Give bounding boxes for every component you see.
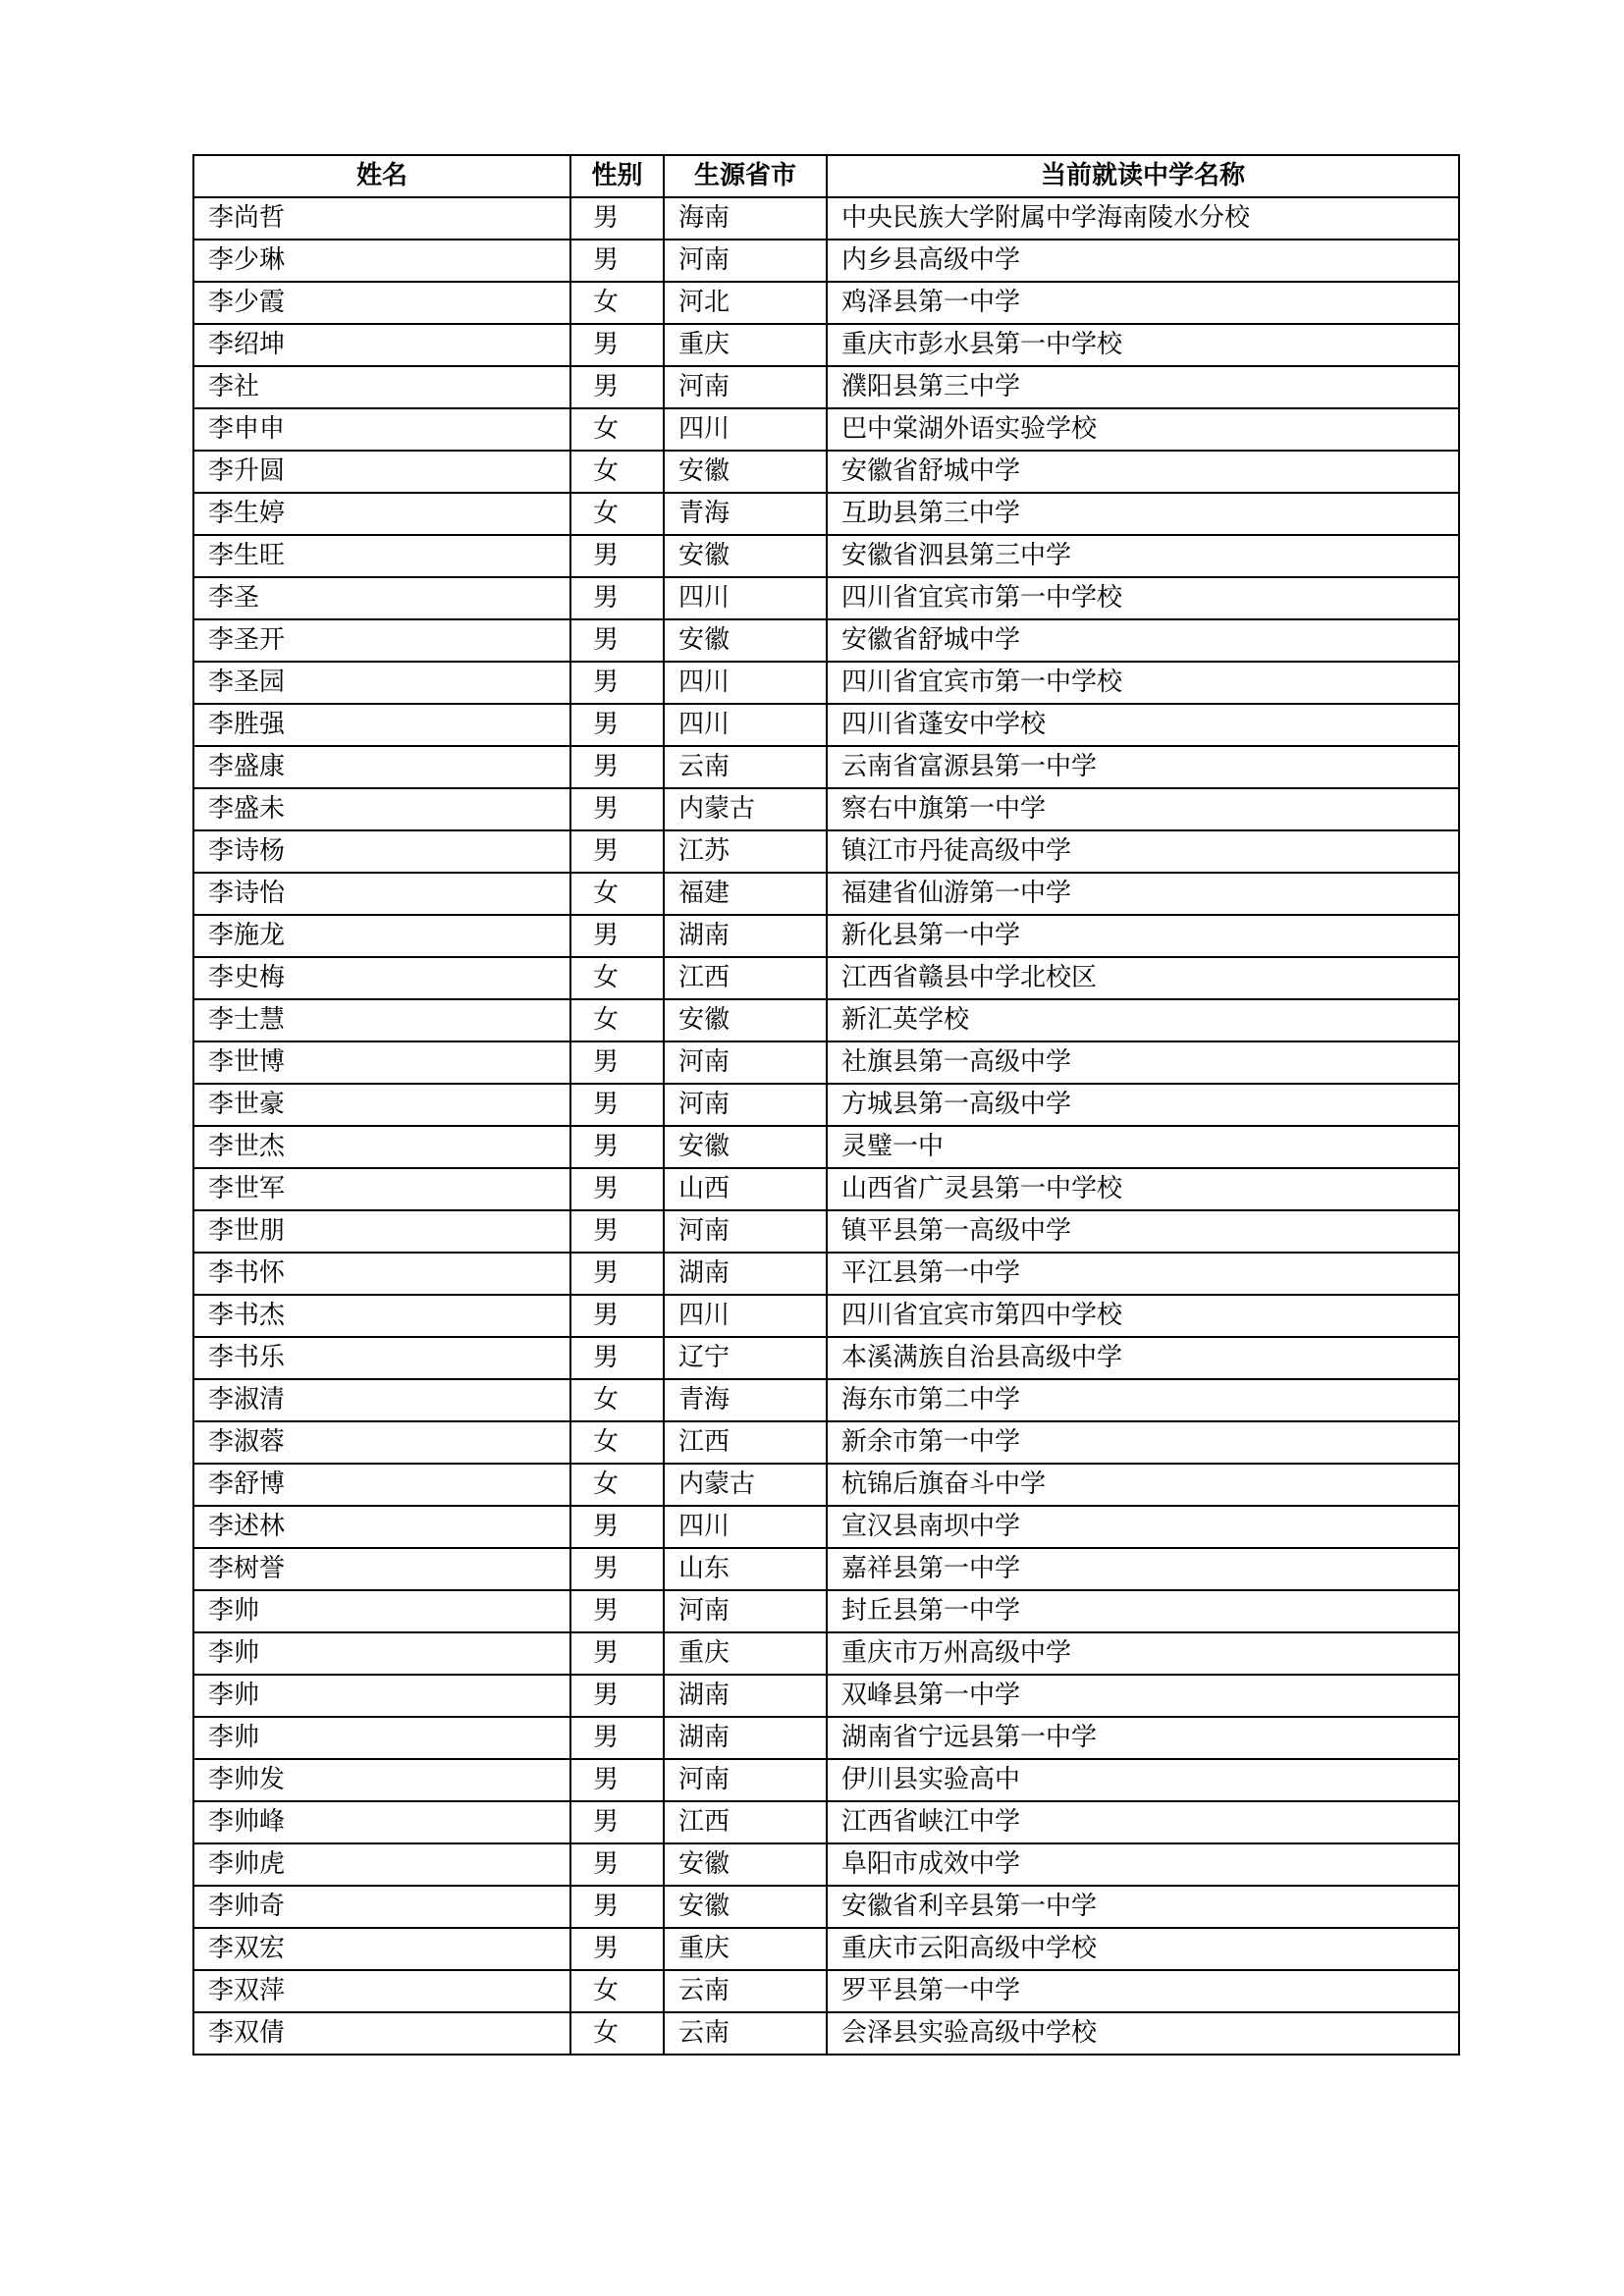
cell-school: 伊川县实验高中 [827, 1759, 1459, 1801]
cell-gender: 男 [570, 1337, 664, 1379]
cell-province: 河南 [664, 1759, 827, 1801]
cell-gender: 男 [570, 1886, 664, 1928]
cell-name: 李舒博 [193, 1464, 570, 1506]
cell-name: 李书乐 [193, 1337, 570, 1379]
cell-name: 李帅 [193, 1590, 570, 1632]
cell-province: 四川 [664, 662, 827, 704]
table-row [193, 1632, 1459, 1675]
cell-gender: 男 [570, 830, 664, 873]
cell-school: 四川省宜宾市第一中学校 [827, 662, 1459, 704]
cell-name: 李书怀 [193, 1253, 570, 1295]
cell-name: 李圣园 [193, 662, 570, 704]
cell-name: 李诗怡 [193, 873, 570, 915]
table-row [193, 788, 1459, 830]
cell-name: 李社 [193, 366, 570, 408]
table-row [193, 408, 1459, 451]
table-row [193, 619, 1459, 662]
table-row [193, 1717, 1459, 1759]
student-roster-table [192, 154, 1460, 2056]
cell-gender: 男 [570, 577, 664, 619]
cell-name: 李史梅 [193, 957, 570, 999]
cell-name: 李圣 [193, 577, 570, 619]
cell-school: 灵璧一中 [827, 1126, 1459, 1168]
cell-name: 李圣开 [193, 619, 570, 662]
cell-gender: 女 [570, 1379, 664, 1421]
cell-gender: 男 [570, 1126, 664, 1168]
cell-province: 辽宁 [664, 1337, 827, 1379]
table-row [193, 1759, 1459, 1801]
table-row [193, 493, 1459, 535]
cell-gender: 男 [570, 1843, 664, 1886]
cell-province: 河北 [664, 282, 827, 324]
cell-school: 安徽省舒城中学 [827, 451, 1459, 493]
cell-province: 内蒙古 [664, 788, 827, 830]
cell-province: 河南 [664, 1590, 827, 1632]
table-row [193, 1801, 1459, 1843]
cell-name: 李尚哲 [193, 197, 570, 240]
table-row [193, 1886, 1459, 1928]
cell-province: 四川 [664, 408, 827, 451]
cell-name: 李少霞 [193, 282, 570, 324]
cell-school: 重庆市云阳高级中学校 [827, 1928, 1459, 1970]
cell-school: 宣汉县南坝中学 [827, 1506, 1459, 1548]
cell-gender: 男 [570, 1295, 664, 1337]
table-row [193, 324, 1459, 366]
header-row [193, 155, 1459, 197]
cell-province: 江西 [664, 957, 827, 999]
cell-school: 四川省宜宾市第四中学校 [827, 1295, 1459, 1337]
cell-name: 李胜强 [193, 704, 570, 746]
cell-name: 李帅 [193, 1632, 570, 1675]
table-row [193, 1295, 1459, 1337]
cell-gender: 男 [570, 1632, 664, 1675]
cell-school: 新余市第一中学 [827, 1421, 1459, 1464]
cell-province: 山西 [664, 1168, 827, 1210]
cell-province: 河南 [664, 240, 827, 282]
cell-gender: 男 [570, 1717, 664, 1759]
table-row [193, 1126, 1459, 1168]
cell-name: 李世朋 [193, 1210, 570, 1253]
cell-gender: 女 [570, 873, 664, 915]
cell-name: 李帅奇 [193, 1886, 570, 1928]
cell-province: 河南 [664, 366, 827, 408]
table-row [193, 873, 1459, 915]
table-row [193, 240, 1459, 282]
header-gender: 性别 [570, 155, 664, 197]
table-row [193, 1928, 1459, 1970]
cell-name: 李双萍 [193, 1970, 570, 2012]
table-row [193, 1675, 1459, 1717]
cell-province: 云南 [664, 1970, 827, 2012]
cell-name: 李世博 [193, 1041, 570, 1084]
cell-school: 福建省仙游第一中学 [827, 873, 1459, 915]
cell-province: 湖南 [664, 1253, 827, 1295]
table-row [193, 577, 1459, 619]
cell-province: 重庆 [664, 324, 827, 366]
cell-province: 四川 [664, 704, 827, 746]
cell-school: 杭锦后旗奋斗中学 [827, 1464, 1459, 1506]
cell-province: 河南 [664, 1084, 827, 1126]
cell-name: 李施龙 [193, 915, 570, 957]
cell-province: 湖南 [664, 1675, 827, 1717]
table-row [193, 282, 1459, 324]
cell-province: 湖南 [664, 1717, 827, 1759]
cell-school: 安徽省泗县第三中学 [827, 535, 1459, 577]
table-row [193, 915, 1459, 957]
cell-gender: 男 [570, 324, 664, 366]
cell-name: 李绍坤 [193, 324, 570, 366]
cell-school: 新汇英学校 [827, 999, 1459, 1041]
cell-school: 平江县第一中学 [827, 1253, 1459, 1295]
cell-gender: 男 [570, 704, 664, 746]
cell-province: 安徽 [664, 1843, 827, 1886]
cell-province: 安徽 [664, 999, 827, 1041]
cell-name: 李诗杨 [193, 830, 570, 873]
header-school: 当前就读中学名称 [827, 155, 1459, 197]
cell-province: 江苏 [664, 830, 827, 873]
cell-province: 重庆 [664, 1928, 827, 1970]
table-row [193, 1548, 1459, 1590]
table-row [193, 2012, 1459, 2055]
cell-name: 李世军 [193, 1168, 570, 1210]
table-row [193, 535, 1459, 577]
cell-school: 鸡泽县第一中学 [827, 282, 1459, 324]
cell-province: 江西 [664, 1801, 827, 1843]
cell-name: 李双宏 [193, 1928, 570, 1970]
cell-school: 会泽县实验高级中学校 [827, 2012, 1459, 2055]
cell-name: 李生婷 [193, 493, 570, 535]
cell-school: 社旗县第一高级中学 [827, 1041, 1459, 1084]
table-row [193, 1168, 1459, 1210]
cell-school: 罗平县第一中学 [827, 1970, 1459, 2012]
cell-name: 李世豪 [193, 1084, 570, 1126]
cell-gender: 男 [570, 619, 664, 662]
cell-name: 李世杰 [193, 1126, 570, 1168]
cell-name: 李淑清 [193, 1379, 570, 1421]
cell-gender: 男 [570, 662, 664, 704]
cell-school: 濮阳县第三中学 [827, 366, 1459, 408]
table-row [193, 366, 1459, 408]
cell-province: 河南 [664, 1041, 827, 1084]
cell-name: 李少琳 [193, 240, 570, 282]
cell-school: 山西省广灵县第一中学校 [827, 1168, 1459, 1210]
table-row [193, 1464, 1459, 1506]
cell-school: 安徽省舒城中学 [827, 619, 1459, 662]
cell-gender: 男 [570, 1801, 664, 1843]
cell-gender: 男 [570, 1590, 664, 1632]
cell-school: 察右中旗第一中学 [827, 788, 1459, 830]
cell-gender: 女 [570, 2012, 664, 2055]
table-row [193, 1210, 1459, 1253]
cell-province: 安徽 [664, 1126, 827, 1168]
cell-name: 李书杰 [193, 1295, 570, 1337]
table-row [193, 1970, 1459, 2012]
cell-gender: 男 [570, 535, 664, 577]
cell-gender: 男 [570, 1210, 664, 1253]
cell-province: 山东 [664, 1548, 827, 1590]
cell-name: 李士慧 [193, 999, 570, 1041]
table-row [193, 999, 1459, 1041]
cell-gender: 男 [570, 1506, 664, 1548]
cell-gender: 男 [570, 1084, 664, 1126]
roster-sheet [192, 154, 1458, 2056]
cell-name: 李帅 [193, 1717, 570, 1759]
cell-gender: 男 [570, 788, 664, 830]
cell-province: 青海 [664, 1379, 827, 1421]
cell-province: 安徽 [664, 535, 827, 577]
cell-province: 河南 [664, 1210, 827, 1253]
cell-province: 福建 [664, 873, 827, 915]
cell-name: 李双倩 [193, 2012, 570, 2055]
cell-gender: 男 [570, 197, 664, 240]
cell-school: 江西省峡江中学 [827, 1801, 1459, 1843]
cell-province: 重庆 [664, 1632, 827, 1675]
cell-school: 内乡县高级中学 [827, 240, 1459, 282]
header-province: 生源省市 [664, 155, 827, 197]
cell-province: 青海 [664, 493, 827, 535]
cell-school: 四川省宜宾市第一中学校 [827, 577, 1459, 619]
cell-name: 李淑蓉 [193, 1421, 570, 1464]
cell-gender: 女 [570, 957, 664, 999]
cell-name: 李申申 [193, 408, 570, 451]
cell-province: 江西 [664, 1421, 827, 1464]
table-row [193, 746, 1459, 788]
cell-name: 李帅峰 [193, 1801, 570, 1843]
cell-name: 李帅 [193, 1675, 570, 1717]
cell-school: 阜阳市成效中学 [827, 1843, 1459, 1886]
cell-gender: 男 [570, 1168, 664, 1210]
cell-province: 内蒙古 [664, 1464, 827, 1506]
table-row [193, 1590, 1459, 1632]
table-row [193, 662, 1459, 704]
cell-gender: 女 [570, 408, 664, 451]
table-row [193, 1379, 1459, 1421]
table-row [193, 1253, 1459, 1295]
cell-school: 湖南省宁远县第一中学 [827, 1717, 1459, 1759]
cell-school: 本溪满族自治县高级中学 [827, 1337, 1459, 1379]
cell-school: 嘉祥县第一中学 [827, 1548, 1459, 1590]
table-row [193, 830, 1459, 873]
cell-gender: 男 [570, 1759, 664, 1801]
table-row [193, 1084, 1459, 1126]
cell-school: 江西省赣县中学北校区 [827, 957, 1459, 999]
cell-school: 重庆市万州高级中学 [827, 1632, 1459, 1675]
table-row [193, 451, 1459, 493]
cell-school: 中央民族大学附属中学海南陵水分校 [827, 197, 1459, 240]
table-row [193, 957, 1459, 999]
cell-gender: 女 [570, 493, 664, 535]
roster-body [193, 197, 1459, 2055]
cell-province: 云南 [664, 2012, 827, 2055]
cell-name: 李生旺 [193, 535, 570, 577]
cell-school: 重庆市彭水县第一中学校 [827, 324, 1459, 366]
table-row [193, 704, 1459, 746]
cell-gender: 男 [570, 1675, 664, 1717]
cell-school: 方城县第一高级中学 [827, 1084, 1459, 1126]
cell-gender: 男 [570, 1253, 664, 1295]
cell-name: 李盛康 [193, 746, 570, 788]
cell-gender: 男 [570, 366, 664, 408]
cell-province: 安徽 [664, 1886, 827, 1928]
cell-name: 李帅发 [193, 1759, 570, 1801]
cell-province: 湖南 [664, 915, 827, 957]
table-row [193, 1041, 1459, 1084]
cell-name: 李树誉 [193, 1548, 570, 1590]
table-row [193, 1337, 1459, 1379]
cell-school: 互助县第三中学 [827, 493, 1459, 535]
cell-school: 双峰县第一中学 [827, 1675, 1459, 1717]
cell-province: 海南 [664, 197, 827, 240]
cell-name: 李帅虎 [193, 1843, 570, 1886]
cell-school: 巴中棠湖外语实验学校 [827, 408, 1459, 451]
cell-school: 封丘县第一中学 [827, 1590, 1459, 1632]
cell-name: 李盛未 [193, 788, 570, 830]
table-row [193, 1421, 1459, 1464]
cell-gender: 女 [570, 1421, 664, 1464]
cell-gender: 女 [570, 1464, 664, 1506]
cell-school: 安徽省利辛县第一中学 [827, 1886, 1459, 1928]
cell-gender: 女 [570, 999, 664, 1041]
cell-province: 四川 [664, 1506, 827, 1548]
cell-province: 云南 [664, 746, 827, 788]
cell-school: 云南省富源县第一中学 [827, 746, 1459, 788]
cell-gender: 男 [570, 1041, 664, 1084]
cell-gender: 男 [570, 1928, 664, 1970]
cell-province: 四川 [664, 1295, 827, 1337]
cell-school: 新化县第一中学 [827, 915, 1459, 957]
cell-name: 李述林 [193, 1506, 570, 1548]
cell-province: 安徽 [664, 619, 827, 662]
table-row [193, 197, 1459, 240]
cell-gender: 男 [570, 915, 664, 957]
table-row [193, 1506, 1459, 1548]
cell-gender: 女 [570, 451, 664, 493]
cell-school: 镇江市丹徒高级中学 [827, 830, 1459, 873]
cell-gender: 女 [570, 282, 664, 324]
cell-school: 海东市第二中学 [827, 1379, 1459, 1421]
cell-gender: 女 [570, 1970, 664, 2012]
cell-gender: 男 [570, 1548, 664, 1590]
cell-school: 镇平县第一高级中学 [827, 1210, 1459, 1253]
cell-name: 李升圆 [193, 451, 570, 493]
cell-gender: 男 [570, 240, 664, 282]
cell-province: 安徽 [664, 451, 827, 493]
cell-province: 四川 [664, 577, 827, 619]
table-row [193, 1843, 1459, 1886]
cell-school: 四川省蓬安中学校 [827, 704, 1459, 746]
header-name: 姓名 [193, 155, 570, 197]
cell-gender: 男 [570, 746, 664, 788]
